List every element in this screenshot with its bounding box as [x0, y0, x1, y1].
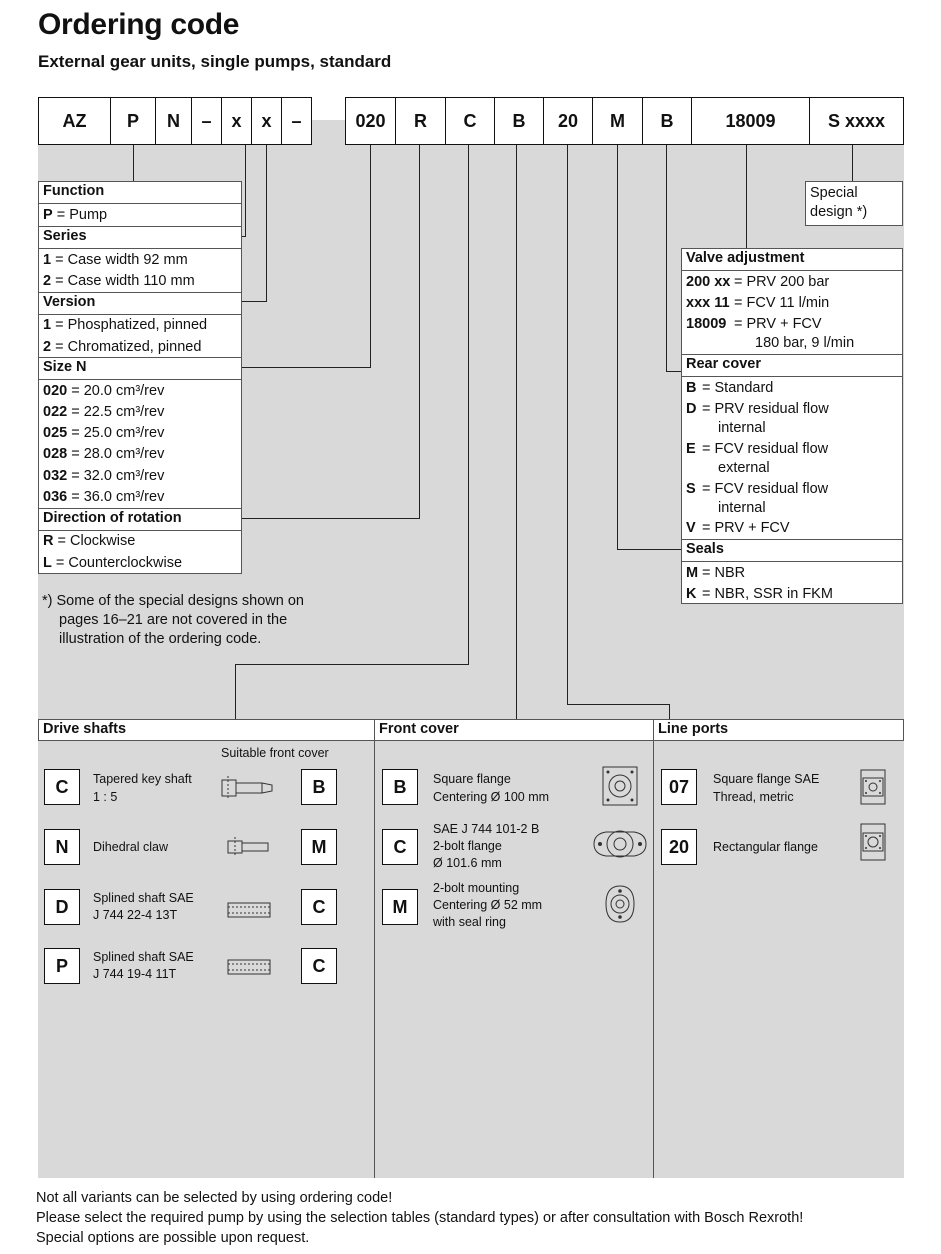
code-dash-2: –: [281, 97, 312, 145]
code-valve: 18009: [691, 97, 810, 145]
drive-code: C: [44, 769, 80, 805]
code-front-cover: B: [494, 97, 544, 145]
rear-row-d: D = PRV residual flow: [686, 401, 829, 417]
series-header: Series: [38, 226, 242, 249]
seals-header: Seals: [681, 539, 903, 562]
front-desc-1: Square flange: [433, 772, 511, 786]
drive-desc-2: J 744 22-4 13T: [93, 908, 178, 922]
footer-line-2: Please select the required pump by using the selection tables (standard types) or after consultation with Bosch Rexroth!: [36, 1210, 804, 1226]
version-row-1: 1 = Phosphatized, pinned: [43, 317, 208, 333]
valve-row-3: 18009 = PRV + FCV: [686, 316, 822, 332]
drive-desc-1: Tapered key shaft: [93, 772, 192, 786]
drive-desc-1: Splined shaft SAE: [93, 891, 194, 905]
front-code: B: [382, 769, 418, 805]
code-drive-shaft: C: [445, 97, 495, 145]
size-row: 025 = 25.0 cm³/rev: [43, 425, 165, 441]
version-row-2: 2 = Chromatized, pinned: [43, 339, 202, 355]
drive-desc-1: Splined shaft SAE: [93, 950, 194, 964]
tapered-shaft-icon: [220, 774, 274, 802]
rear-row-s: S = FCV residual flow: [686, 481, 829, 497]
special-design-box: [805, 181, 903, 226]
port-desc-1: Rectangular flange: [713, 840, 818, 854]
rotation-row-1: R = Clockwise: [43, 533, 136, 549]
code-rotation: R: [395, 97, 446, 145]
drive-desc-1: Dihedral claw: [93, 840, 169, 854]
bottom-divider-2: [653, 719, 654, 1178]
rotation-row-2: L = Counterclockwise: [43, 555, 183, 571]
size-row: 022 = 22.5 cm³/rev: [43, 404, 165, 420]
square-flange-port-icon: [859, 768, 887, 806]
front-code: M: [382, 889, 418, 925]
line-ports-header: Line ports: [653, 719, 904, 741]
rear-row-d-2: internal: [718, 420, 766, 436]
code-seals: M: [592, 97, 643, 145]
rear-row-s-2: internal: [718, 500, 766, 516]
front-desc-2: Centering Ø 100 mm: [433, 790, 550, 804]
square-flange-icon: [600, 764, 640, 808]
function-row: P = Pump: [43, 207, 108, 223]
special-design-line-2: design *): [810, 204, 868, 220]
code-dash-1: –: [191, 97, 222, 145]
front-desc-2: Centering Ø 52 mm: [433, 898, 543, 912]
footer-line-3: Special options are possible upon request.: [36, 1230, 310, 1246]
port-code: 07: [661, 769, 697, 805]
seals-row-m: M = NBR: [686, 565, 746, 581]
port-code: 20: [661, 829, 697, 865]
front-desc-3: Ø 101.6 mm: [433, 856, 502, 870]
footer-line-1: Not all variants can be selected by using ordering code!: [36, 1190, 393, 1206]
drive-cover: C: [301, 889, 337, 925]
front-desc-3: with seal ring: [433, 915, 506, 929]
special-design-line-1: Special: [810, 185, 858, 201]
code-rear-cover: B: [642, 97, 692, 145]
drive-code: N: [44, 829, 80, 865]
size-header: Size N: [38, 357, 242, 380]
version-header: Version: [38, 292, 242, 315]
rear-row-v: V = PRV + FCV: [686, 520, 790, 536]
valve-row-3-extra: 180 bar, 9 l/min: [755, 335, 855, 351]
series-row-1: 1 = Case width 92 mm: [43, 252, 188, 268]
dihedral-claw-icon: [226, 836, 272, 858]
rear-row-e: E = FCV residual flow: [686, 441, 829, 457]
port-desc-2: Thread, metric: [713, 790, 794, 804]
code-special: S xxxx: [809, 97, 904, 145]
page-subtitle: External gear units, single pumps, standard: [38, 52, 392, 71]
splined-shaft-icon: [224, 898, 274, 922]
front-desc-1: SAE J 744 101-2 B: [433, 822, 540, 836]
seals-row-k: K = NBR, SSR in FKM: [686, 586, 833, 602]
rear-header: Rear cover: [681, 354, 903, 377]
valve-header: Valve adjustment: [681, 248, 903, 271]
drive-code: D: [44, 889, 80, 925]
series-row-2: 2 = Case width 110 mm: [43, 273, 195, 289]
right-tables: [681, 248, 903, 604]
drive-cover: B: [301, 769, 337, 805]
rectangular-flange-port-icon: [859, 822, 887, 862]
function-header: Function: [38, 181, 242, 204]
size-row: 036 = 36.0 cm³/rev: [43, 489, 165, 505]
drive-code: P: [44, 948, 80, 984]
code-line-ports: 20: [543, 97, 593, 145]
two-bolt-mounting-icon: [600, 882, 640, 926]
drive-cover: M: [301, 829, 337, 865]
page-title: Ordering code: [38, 8, 240, 41]
code-version: x: [251, 97, 282, 145]
size-row: 020 = 20.0 cm³/rev: [43, 383, 165, 399]
drive-desc-2: J 744 19-4 11T: [93, 967, 177, 981]
code-size: 020: [345, 97, 396, 145]
suitable-front-cover-label: Suitable front cover: [221, 746, 329, 760]
drive-shafts-header: Drive shafts: [38, 719, 375, 741]
left-tables: [38, 181, 242, 574]
front-cover-header: Front cover: [374, 719, 654, 741]
code-version-letter: N: [155, 97, 192, 145]
front-desc-1: 2-bolt mounting: [433, 881, 520, 895]
drive-cover: C: [301, 948, 337, 984]
port-desc-1: Square flange SAE: [713, 772, 820, 786]
rear-row-e-2: external: [718, 460, 770, 476]
front-desc-2: 2-bolt flange: [433, 839, 502, 853]
note-line-3: illustration of the ordering code.: [59, 631, 262, 647]
front-code: C: [382, 829, 418, 865]
code-az: AZ: [38, 97, 111, 145]
note-line-1: *) Some of the special designs shown on: [42, 593, 304, 609]
valve-row-2: xxx 11 = FCV 11 l/min: [686, 295, 830, 311]
rotation-header: Direction of rotation: [38, 508, 242, 531]
size-row: 032 = 32.0 cm³/rev: [43, 468, 165, 484]
code-series: x: [221, 97, 252, 145]
size-row: 028 = 28.0 cm³/rev: [43, 446, 165, 462]
two-bolt-flange-icon: [590, 822, 650, 866]
rear-row-b: B = Standard: [686, 380, 774, 396]
valve-row-1: 200 xx = PRV 200 bar: [686, 274, 830, 290]
splined-shaft-icon: [224, 955, 274, 979]
note-line-2: pages 16–21 are not covered in the: [59, 612, 288, 628]
drive-desc-2: 1 : 5: [93, 790, 118, 804]
code-function: P: [110, 97, 156, 145]
bottom-divider-1: [374, 719, 375, 1178]
